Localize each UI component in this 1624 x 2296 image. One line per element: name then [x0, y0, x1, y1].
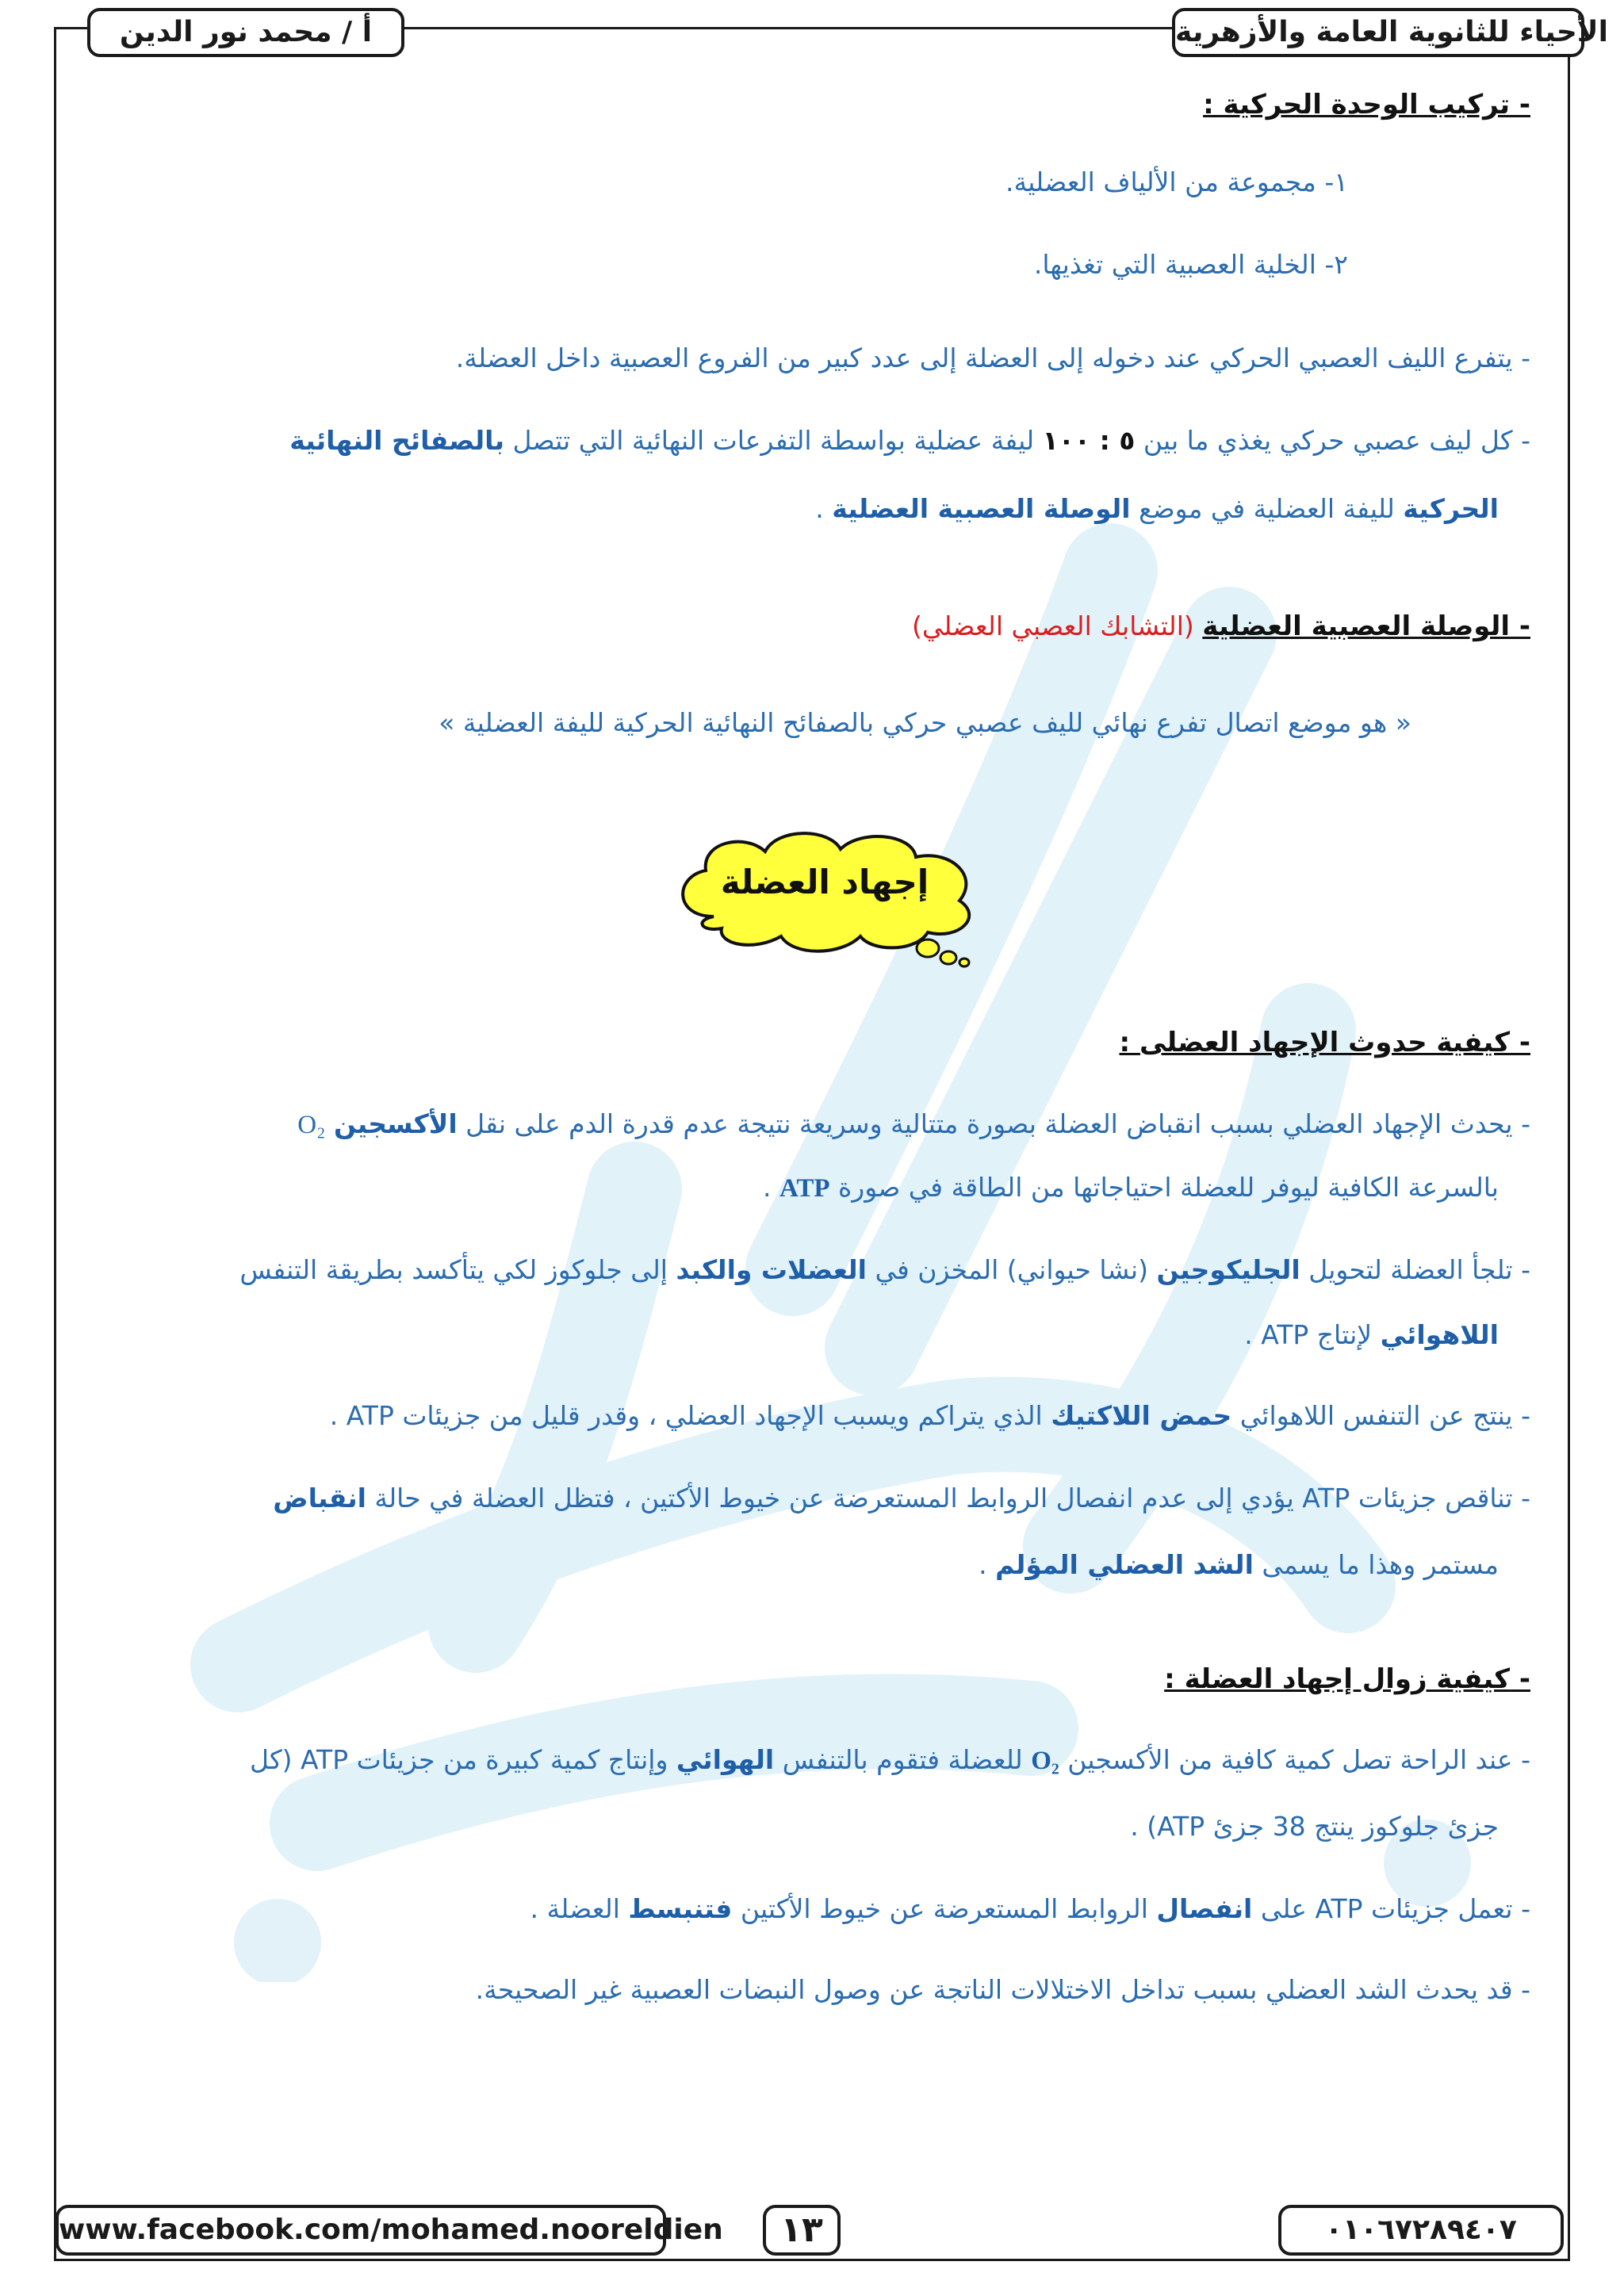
page-number: ١٣: [763, 2205, 841, 2256]
paragraph-continued: الحركية لليفة العضلية في موضع الوصلة العصبية العضلية .: [815, 493, 1499, 524]
thought-cloud: [658, 821, 1007, 972]
footer-facebook-link[interactable]: www.facebook.com/mohamed.nooreldien: [56, 2205, 666, 2256]
heading-fatigue-recovery: - كيفية زوال إجهاد العضلة :: [1164, 1663, 1530, 1695]
heading-junction: - الوصلة العصبية العضلية (التشابك العصبي العضلي): [911, 610, 1530, 642]
heading-fatigue-cause: - كيفية حدوث الإجهاد العضلى :: [1119, 1027, 1530, 1058]
paragraph: - كل ليف عصبي حركي يغذي ما بين ٥ : ١٠٠ ليفة عضلية بواسطة التفرعات النهائية التي تتصل بالصفائح النهائية: [289, 425, 1530, 456]
cloud-title: إجهاد العضلة: [720, 863, 929, 901]
paragraph: - عند الراحة تصل كمية كافية من الأكسجين O₂ للعضلة فتقوم بالتنفس الهوائي وإنتاج كمية كبيرة من جزيئات ATP (كل: [249, 1744, 1530, 1775]
paragraph: - يتفرع الليف العصبي الحركي عند دخوله إلى العضلة إلى عدد كبير من الفروع العصبية داخل العضلة.: [455, 342, 1530, 373]
paragraph: - تناقص جزيئات ATP يؤدي إلى عدم انفصال الروابط المستعرضة عن خيوط الأكتين ، فتظل العضلة في حالة انقباض: [273, 1483, 1530, 1513]
paragraph: - تلجأ العضلة لتحويل الجليكوجين (نشا حيواني) المخزن في العضلات والكبد إلى جلوكوز لكي يتأكسد بطريقة التنفس: [239, 1254, 1530, 1285]
list-item: ١- مجموعة من الألياف العضلية.: [1005, 166, 1348, 197]
paragraph: - تعمل جزيئات ATP على انفصال الروابط المستعرضة عن خيوط الأكتين فتنبسط العضلة .: [530, 1893, 1530, 1924]
paragraph: - قد يحدث الشد العضلي بسبب تداخل الاختلالات الناتجة عن وصول النبضات العصبية غير الصحيحة.: [475, 1974, 1530, 2005]
header-subject-title: الأحياء للثانوية العامة والأزهرية: [1172, 8, 1584, 57]
header-author: أ / محمد نور الدين: [87, 8, 404, 57]
paragraph-continued: مستمر وهذا ما يسمى الشد العضلي المؤلم .: [979, 1549, 1499, 1580]
list-item: ٢- الخلية العصبية التي تغذيها.: [1033, 249, 1348, 280]
heading-motor-unit: - تركيب الوحدة الحركية :: [1203, 89, 1530, 121]
footer-phone: ٠١٠٦٧٢٨٩٤٠٧: [1278, 2205, 1564, 2256]
paragraph-continued: جزئ جلوكوز ينتج 38 جزئ ATP) .: [1130, 1811, 1499, 1842]
paragraph: - يحدث الإجهاد العضلي بسبب انقباض العضلة بصورة متتالية وسريعة نتيجة عدم قدرة الدم على نقل الأكسجين O₂: [297, 1108, 1530, 1139]
paragraph-continued: بالسرعة الكافية ليوفر للعضلة احتياجاتها من الطاقة في صورة ATP .: [762, 1172, 1499, 1203]
paragraph: - ينتج عن التنفس اللاهوائي حمض اللاكتيك الذي يتراكم ويسبب الإجهاد العضلي ، وقدر قليل من جزيئات ATP .: [329, 1400, 1530, 1431]
paragraph-continued: اللاهوائي لإنتاج ATP .: [1244, 1319, 1499, 1350]
definition: « هو موضع اتصال تفرع نهائي لليف عصبي حركي بالصفائح النهائية الحركية لليفة العضلية »: [439, 707, 1411, 738]
